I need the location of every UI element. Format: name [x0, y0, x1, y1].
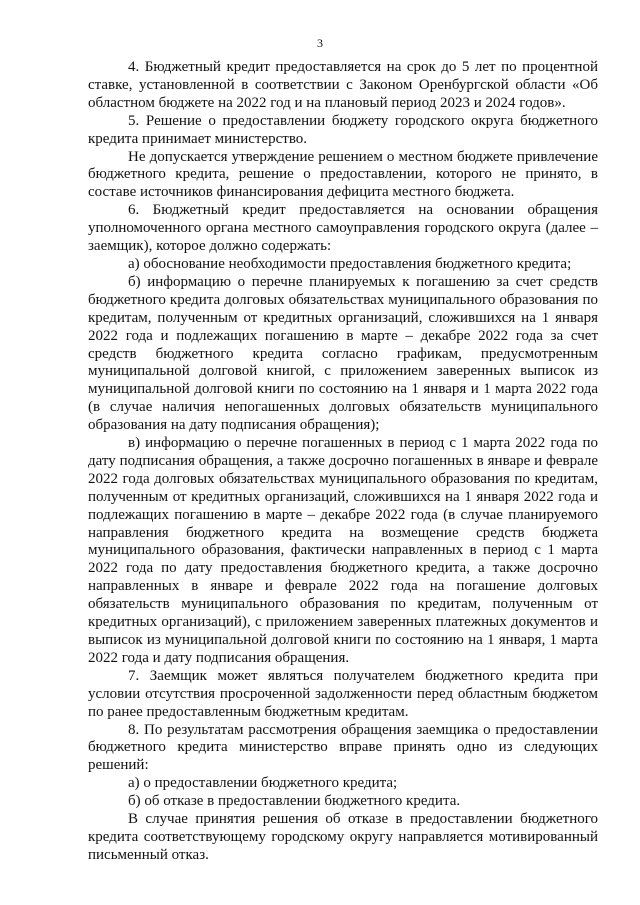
- paragraph-item-4: 4. Бюджетный кредит предоставляется на срок до 5 лет по процентной ставке, установленной в соответствии с Законом Оренбургской области «Об областном бюджете на 2022 год и на плановый период 2023 и 2024 годов».: [88, 59, 598, 111]
- document-body: [88, 59, 598, 865]
- paragraph-item-8: 8. По результатам рассмотрения обращения заемщика о предоставлении бюджетного кредита министерство вправе принять одно из следующих решений:: [88, 721, 598, 774]
- paragraph-item-6a: а) обоснование необходимости предоставления бюджетного кредита;: [128, 255, 572, 272]
- paragraph-item-6: 6. Бюджетный кредит предоставляется на основании обращения уполномоченного органа местного самоуправления городского округа (далее – заемщик), которое должно содержать:: [88, 202, 598, 255]
- paragraph-item-7: 7. Заемщик может являться получателем бюджетного кредита при условии отсутствия просроченной задолженности перед областным бюджетом по ранее предоставленным бюджетным кредитам.: [88, 667, 598, 720]
- paragraph-item-6b: б) информацию о перечне планируемых к погашению за счет средств бюджетного кредита долговых обязательствах муниципального образования по кредитам, полученным от кредитных организаций, сложившихся на 1 января 2022 года и подлежащих погашению в марте – декабре 2022 года за счет средств бюджетного кредита согласно графикам, предусмотренным муниципальной долговой книгой, с приложением заверенных выписок из муниципальной долговой книги по состоянию на 1 января и 1 марта 2022 года (в случае наличия непогашенных долговых обязательств муниципального образования на дату подписания обращения);: [88, 273, 598, 434]
- paragraph-item-8b: б) об отказе в предоставлении бюджетного кредита.: [128, 793, 461, 810]
- paragraph-refusal: В случае принятия решения об отказе в предоставлении бюджетного кредита соответствующему городскому округу направляется мотивированный письменный отказ.: [88, 811, 598, 863]
- page-number: 3: [317, 36, 323, 50]
- paragraph-item-6v: в) информацию о перечне погашенных в период с 1 марта 2022 года по дату подписания обращения, а также досрочно погашенных в январе и феврале 2022 года долговых обязательствах муниципального образования по кредитам, полученным от кредитных организаций, сложившихся на 1 января 2022 года и подлежащих погашению в марте – декабре 2022 года (в случае планируемого направления бюджетного кредита на возмещение средств бюджета муниципального образования, фактически направленных в период с 1 марта 2022 года по дату предоставления бюджетного кредита, а также досрочно направленных в январе и феврале 2022 года на погашение долговых обязательств муниципального образования по кредитам, полученным от кредитных организаций), с приложением заверенных платежных документов и выписок из муниципальной долговой книги по состоянию на 1 января, 1 марта 2022 года и дату подписания обращения.: [88, 435, 598, 666]
- paragraph-item-8a: а) о предоставлении бюджетного кредита;: [128, 775, 398, 792]
- paragraph-restriction: Не допускается утверждение решением о местном бюджете привлечение бюджетного кредита, решение о предоставлении, которого не принято, в составе источников финансирования дефицита местного бюджета.: [88, 148, 598, 201]
- paragraph-item-5: 5. Решение о предоставлении бюджету городского округа бюджетного кредита принимает министерство.: [88, 112, 598, 147]
